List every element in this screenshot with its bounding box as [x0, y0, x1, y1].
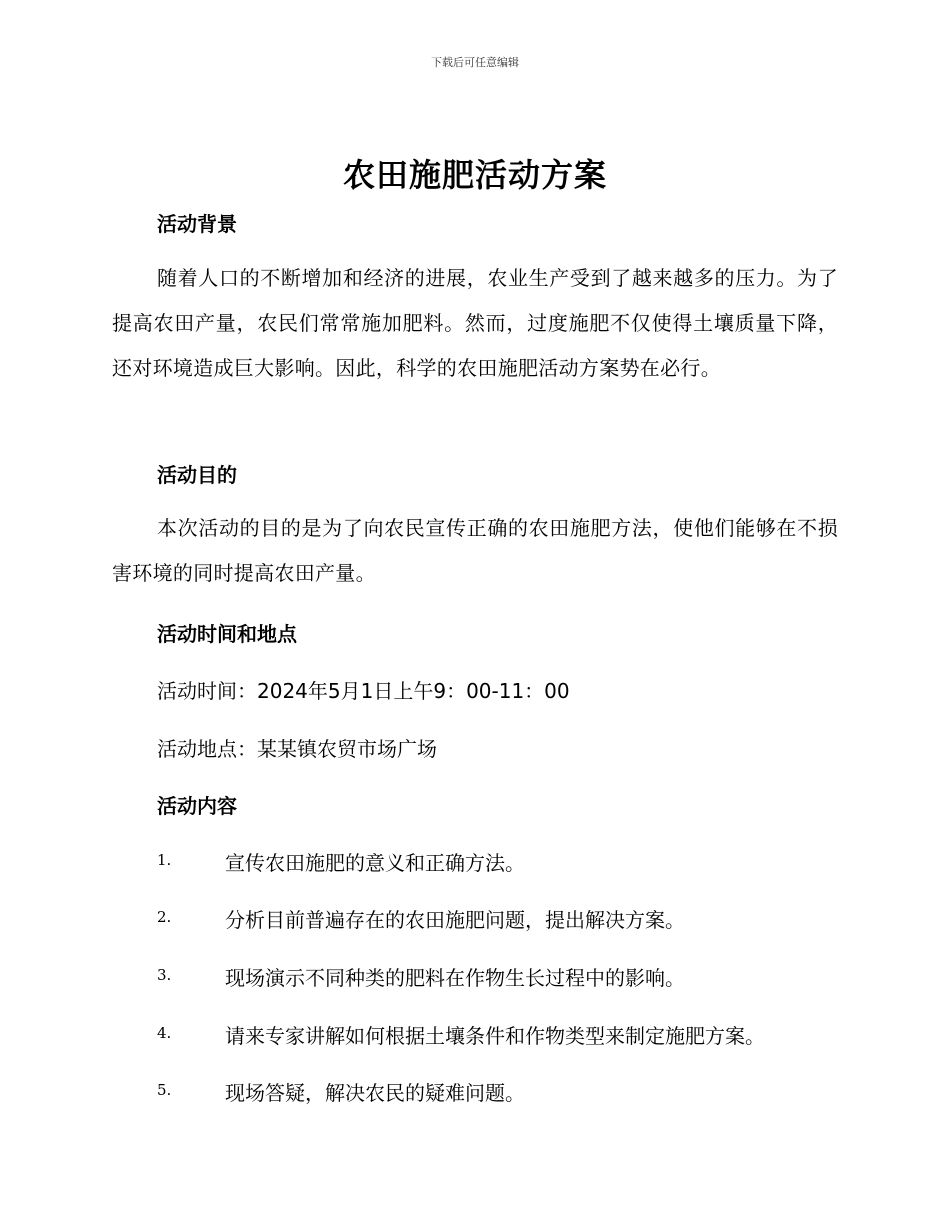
activity-place: 活动地点：某某镇农贸市场广场	[157, 737, 437, 761]
list-item-text: 现场演示不同种类的肥料在作物生长过程中的影响。	[225, 966, 685, 990]
activity-time: 活动时间：2024年5月1日上午9：00-11：00	[157, 679, 570, 703]
section-heading-purpose: 活动目的	[157, 463, 237, 487]
list-item-number: 2.	[157, 908, 172, 926]
section-heading-background: 活动背景	[157, 212, 237, 236]
list-item-text: 分析目前普遍存在的农田施肥问题，提出解决方案。	[225, 908, 685, 932]
list-item	[157, 1077, 857, 1107]
header-note: 下载后可任意编辑	[431, 56, 519, 69]
list-item	[157, 1020, 857, 1050]
list-item-number: 1.	[157, 851, 172, 869]
list-item-number: 5.	[157, 1081, 172, 1099]
list-item-text: 宣传农田施肥的意义和正确方法。	[225, 851, 525, 875]
paragraph-background: 随着人口的不断增加和经济的进展，农业生产受到了越来越多的压力。为了提高农田产量，农民们常常施加肥料。然而，过度施肥不仅使得土壤质量下降，还对环境造成巨大影响。因此，科学的农田施肥活动方案势在必行。	[112, 266, 838, 380]
section-heading-content: 活动内容	[157, 794, 237, 818]
document-title: 农田施肥活动方案	[342, 156, 607, 194]
list-item-text: 现场答疑，解决农民的疑难问题。	[225, 1081, 525, 1105]
list-item	[157, 962, 857, 992]
paragraph-purpose: 本次活动的目的是为了向农民宣传正确的农田施肥方法，使他们能够在不损害环境的同时提高农田产量。	[112, 516, 838, 585]
list-item	[157, 904, 857, 934]
list-item-number: 4.	[157, 1024, 172, 1042]
list-item	[157, 847, 857, 877]
list-item-number: 3.	[157, 966, 172, 984]
list-item-text: 请来专家讲解如何根据土壤条件和作物类型来制定施肥方案。	[225, 1024, 765, 1048]
section-heading-time-place: 活动时间和地点	[157, 622, 297, 646]
